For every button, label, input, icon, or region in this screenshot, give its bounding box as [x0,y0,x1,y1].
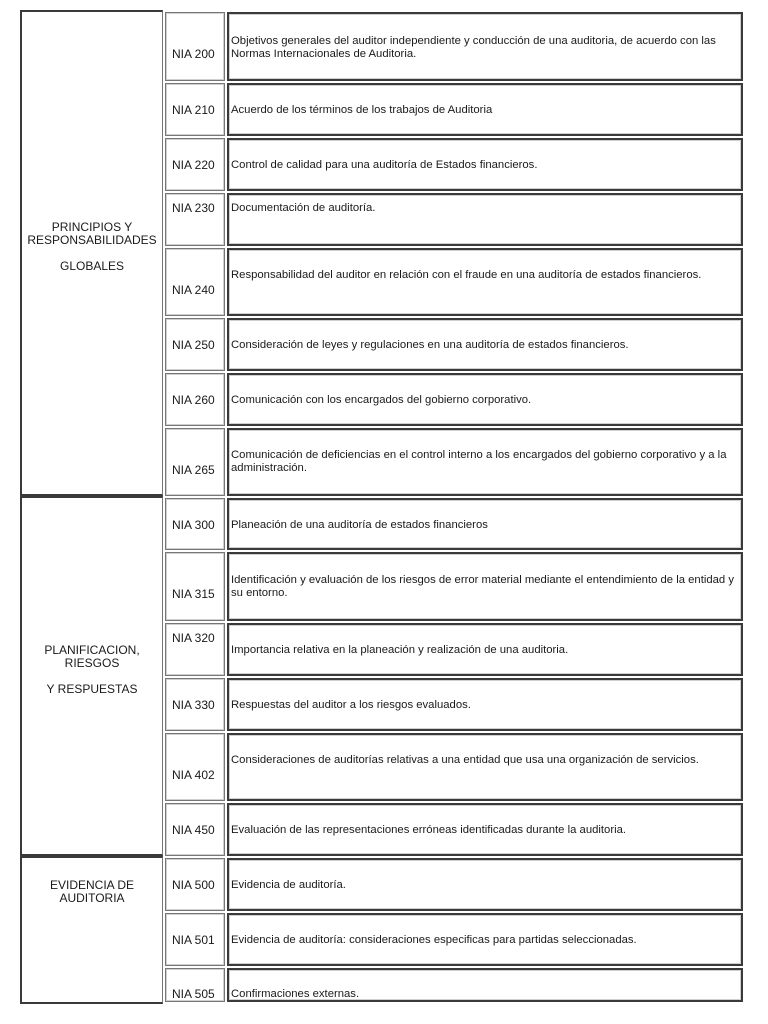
standard-code: NIA 240 [172,283,215,297]
category-label-line: RIESGOS [64,656,120,670]
nia-standards-table [20,10,746,1004]
standard-description-cell [227,803,743,856]
standard-code: NIA 330 [172,698,215,712]
standard-description: Planeación de una auditoría de estados financieros [231,519,488,531]
standard-code: NIA 505 [172,987,215,1001]
standard-description: Consideraciones de auditorías relativas a una entidad que usa una organización de servicios. [231,754,699,766]
standard-description: Documentación de auditoría. [231,202,376,214]
standard-description: Identificación y evaluación de los riesgos de error material mediante el entendimiento de la entidad y su entorno. [231,574,735,599]
standard-code-cell [165,12,225,81]
category-label-line: PLANIFICACION, [44,643,140,657]
standard-code: NIA 250 [172,338,215,352]
standard-code-cell [165,678,225,731]
standard-description: Comunicación de deficiencias en el control interno a los encargados del gobierno corporativo y a la administración. [231,449,727,474]
standard-code-cell [165,623,225,676]
standard-code: NIA 450 [172,823,215,837]
standard-code-cell [165,858,225,911]
category-label-line: RESPONSABILIDADES [27,233,157,247]
standard-code-cell [165,913,225,966]
standard-description-cell [227,373,743,426]
standard-code: NIA 210 [172,103,215,117]
standard-description: Confirmaciones externas. [231,988,360,1000]
standard-code: NIA 265 [172,463,215,477]
category-label-line: GLOBALES [59,259,125,273]
standard-code: NIA 500 [172,878,215,892]
standard-code: NIA 300 [172,518,215,532]
standard-code: NIA 315 [172,587,215,601]
standard-description-cell [227,858,743,911]
standard-code-cell [165,83,225,136]
standard-description-cell [227,428,743,496]
standard-code: NIA 200 [172,47,215,61]
category-cell [20,856,163,1004]
standard-description-cell [227,248,743,316]
standard-code-cell [165,498,225,550]
standard-description-cell [227,318,743,371]
standard-code-cell [165,552,225,621]
standard-code: NIA 320 [172,631,215,645]
standard-code-cell [165,193,225,246]
standard-description: Respuestas del auditor a los riesgos evaluados. [231,699,471,711]
standard-description: Evaluación de las representaciones erróneas identificadas durante la auditoria. [231,824,627,836]
category-label [22,221,162,273]
standard-code-cell [165,428,225,496]
category-label [22,879,162,905]
standard-description-cell [227,83,743,136]
standard-code-cell [165,803,225,856]
category-label-line: PRINCIPIOS Y [51,220,133,234]
standard-description-cell [227,733,743,801]
standard-code-cell [165,248,225,316]
standard-description-cell [227,552,743,621]
standard-description: Responsabilidad del auditor en relación con el fraude en una auditoría de estados financieros. [231,269,702,281]
standard-code: NIA 501 [172,933,215,947]
standard-description: Consideración de leyes y regulaciones en una auditoría de estados financieros. [231,339,629,351]
category-label [22,644,162,696]
standard-code-cell [165,138,225,191]
category-cell [20,10,163,496]
standard-description: Objetivos generales del auditor independiente y conducción de una auditoria, de acuerdo con las Normas Internacionales de Auditoria. [231,35,716,60]
standard-description: Control de calidad para una auditoría de Estados financieros. [231,159,538,171]
standard-description-cell [227,678,743,731]
category-cell [20,496,163,856]
category-label-line: EVIDENCIA DE [49,878,135,892]
standard-code: NIA 230 [172,201,215,215]
standard-code-cell [165,318,225,371]
standard-code-cell [165,733,225,801]
standard-description: Importancia relativa en la planeación y realización de una auditoria. [231,644,569,656]
standard-description-cell [227,498,743,550]
standard-description-cell [227,193,743,246]
category-label-line: AUDITORIA [59,891,125,905]
category-label-line: Y RESPUESTAS [46,682,138,696]
standard-description-cell [227,623,743,676]
standard-description-cell [227,913,743,966]
standard-code: NIA 220 [172,158,215,172]
standard-description-cell [227,12,743,81]
standard-code-cell [165,968,225,1002]
standard-description: Evidencia de auditoría: consideraciones especificas para partidas seleccionadas. [231,934,637,946]
standard-description-cell [227,968,743,1002]
standard-description: Comunicación con los encargados del gobierno corporativo. [231,394,532,406]
standard-description: Evidencia de auditoría. [231,879,346,891]
standard-description: Acuerdo de los términos de los trabajos de Auditoria [231,104,493,116]
standard-code: NIA 260 [172,393,215,407]
standard-code: NIA 402 [172,768,215,782]
standard-description-cell [227,138,743,191]
standard-code-cell [165,373,225,426]
